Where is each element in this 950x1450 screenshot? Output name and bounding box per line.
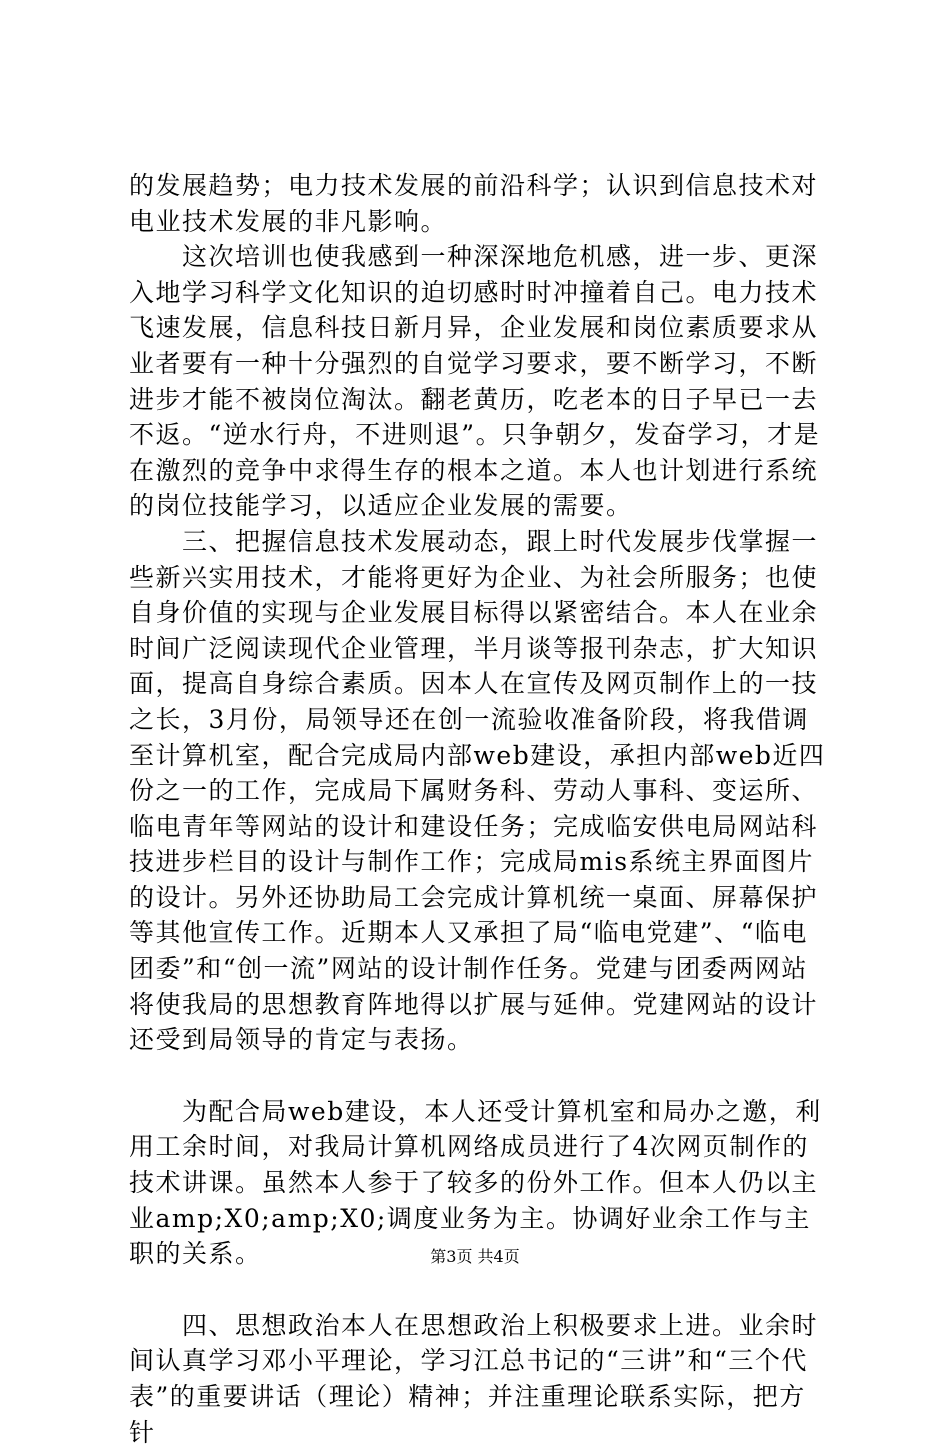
paragraph-gap (129, 1272, 829, 1308)
paragraph-training-crisis: 这次培训也使我感到一种深深地危机感，进一步、更深入地学习科学文化知识的迫切感时时冲撞着自己。电力技术飞速发展，信息科技日新月异，企业发展和岗位素质要求从业者要有一种十分强烈的自觉学习要求，要不断学习，不断进步才能不被岗位淘汰。翻老黄历，吃老本的日子早已一去不返。“逆水行舟，不进则退”。只争朝夕，发奋学习，才是在激烈的竞争中求得生存的根本之道。本人也计划进行系统的岗位技能学习，以适应企业发展的需要。 (129, 242, 821, 521)
paragraph-gap (129, 1058, 829, 1094)
paragraph-section-three: 三、把握信息技术发展动态，跟上时代发展步伐掌握一些新兴实用技术，才能将更好为企业、为社会所服务；也使自身价值的实现与企业发展目标得以紧密结合。本人在业余时间广泛阅读现代企业管理，半月谈等报刊杂志，扩大知识面，提高自身综合素质。因本人在宣传及网页制作上的一技之长，3月份，局领导还在创一流验收准备阶段，将我借调至计算机室，配合完成局内部web建设，承担内部web近四份之一的工作，完成局下属财务科、劳动人事科、变运所、临电青年等网站的设计和建设任务；完成临安供电局网站科技进步栏目的设计与制作工作；完成局mis系统主界面图片的设计。另外还协助局工会完成计算机统一桌面、屏幕保护等其他宣传工作。近期本人又承担了局“临电党建”、“临电团委”和“创一流”网站的设计制作任务。党建与团委两网站将使我局的思想教育阵地得以扩展与延伸。党建网站的设计还受到局领导的肯定与表扬。 (129, 526, 826, 1055)
page-footer: 第3页 共4页 (430, 1247, 520, 1266)
paragraph-web-lectures: 为配合局web建设，本人还受计算机室和局办之邀，利用工余时间，对我局计算机网络成员进行了4次网页制作的技术讲课。虽然本人参于了较多的份外工作。但本人仍以主业amp;X0;amp;X0;调度业务为主。协调好业余工作与主职的关系。 (129, 1096, 822, 1269)
paragraph-continuation: 的发展趋势；电力技术发展的前沿科学；认识到信息技术对电业技术发展的非凡影响。 (129, 171, 819, 236)
paragraph-section-four: 四、思想政治本人在思想政治上积极要求上进。业余时间认真学习邓小平理论，学习江总书记的“三讲”和“三个代表”的重要讲话（理论）精神；并注重理论联系实际，把方针 (129, 1310, 819, 1447)
